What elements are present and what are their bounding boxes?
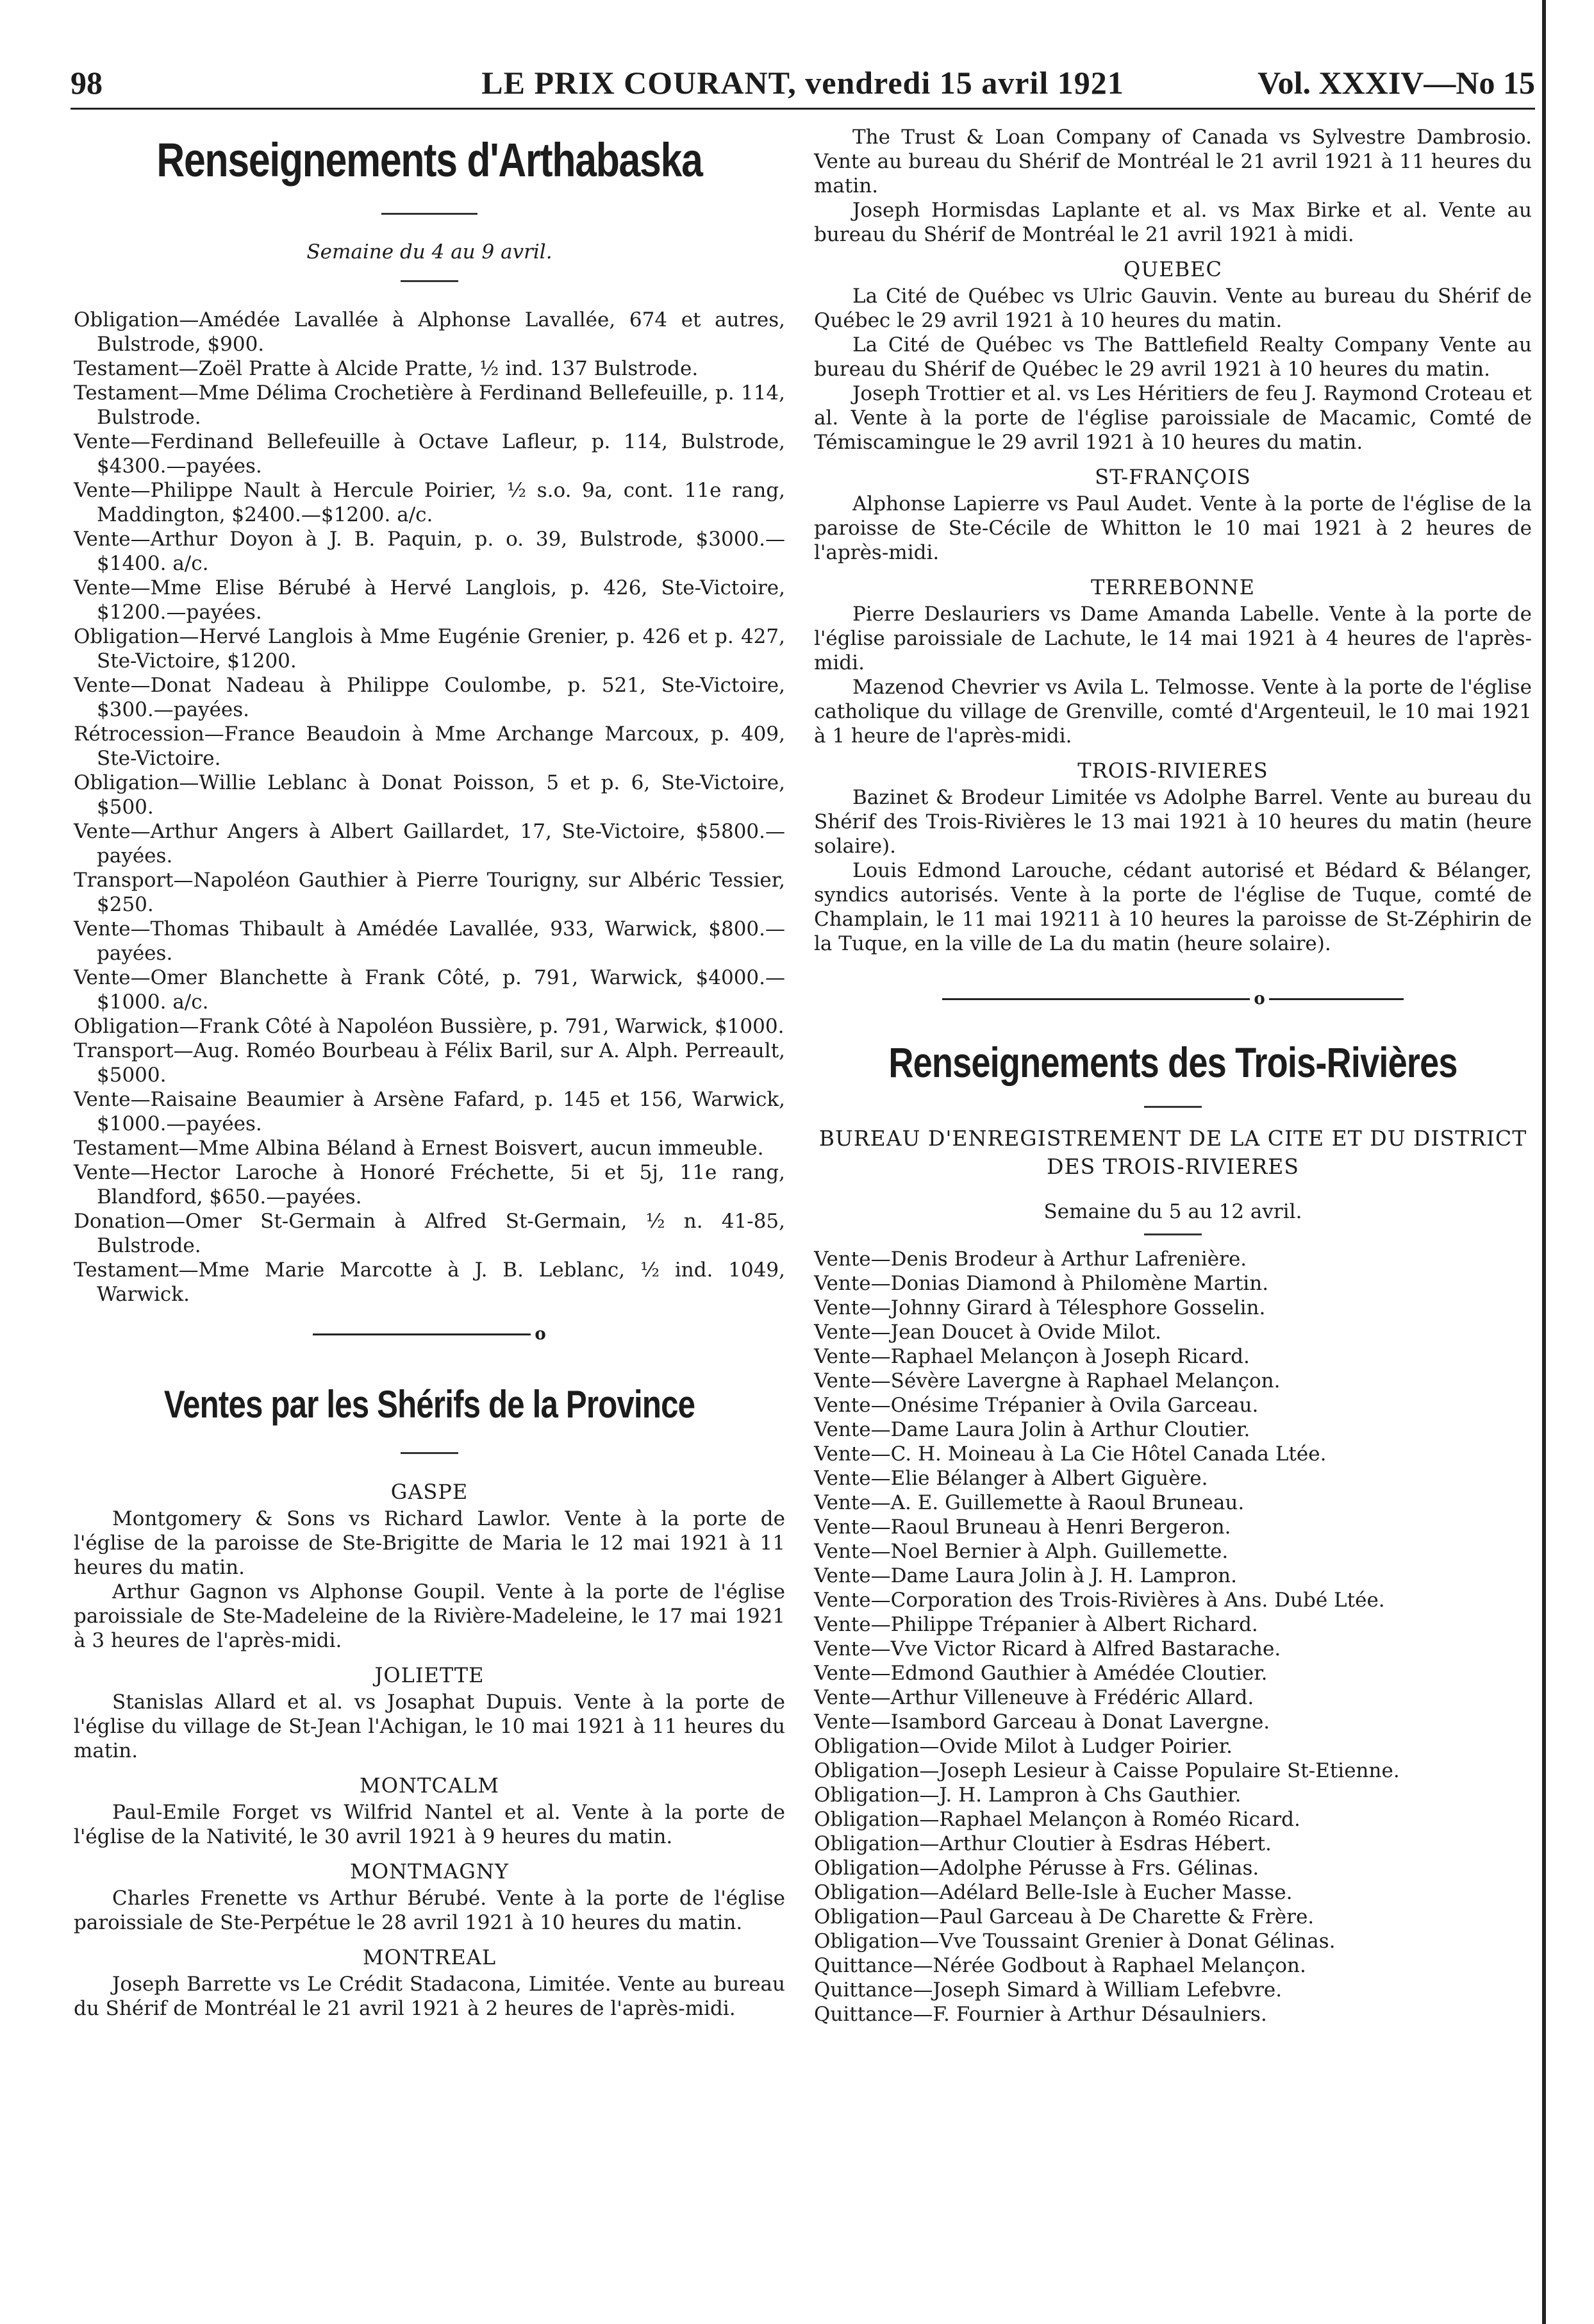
separator-ornament: o: [535, 1325, 546, 1344]
list-item: Vente—Raisaine Beaumier à Arsène Fafard, p. 145 et 156, Warwick, $1000.—payées.: [74, 1088, 785, 1135]
list-item: Donation—Omer St-Germain à Alfred St-Germain, ½ n. 41-85, Bulstrode.: [74, 1210, 785, 1257]
notice-paragraph: Paul-Emile Forget vs Wilfrid Nantel et al. Vente à la porte de l'église de la Nativité, le 30 avril 1921 à 9 heures du matin.: [74, 1801, 785, 1848]
list-item: Obligation—Ovide Milot à Ludger Poirier.: [814, 1735, 1233, 1758]
list-item: Obligation—Adolphe Pérusse à Frs. Gélinas.: [814, 1857, 1259, 1880]
separator-ornament: o: [1254, 989, 1265, 1008]
list-item: Obligation—Raphael Melançon à Roméo Ricard.: [814, 1808, 1300, 1831]
section-heading-trois-rivieres: TROIS-RIVIERES: [1077, 758, 1268, 783]
list-item: Vente—Dame Laura Jolin à Arthur Cloutier.: [814, 1418, 1250, 1441]
title-dash: [401, 1452, 458, 1454]
title-dash: [1144, 1106, 1202, 1108]
list-item: Testament—Zoël Pratte à Alcide Pratte, ½ ind. 137 Bulstrode.: [74, 357, 699, 380]
separator-line: [1269, 998, 1404, 1000]
list-item: Vente—Dame Laura Jolin à J. H. Lampron.: [814, 1564, 1237, 1587]
notice-paragraph: Pierre Deslauriers vs Dame Amanda Labelle. Vente à la porte de l'église paroissiale de Lachute, le 14 mai 1921 à 4 heures de l'après-midi.: [814, 603, 1532, 674]
notice-paragraph: Joseph Trottier et al. vs Les Héritiers de feu J. Raymond Croteau et al. Vente à la porte de l'église paroissiale de Macamic, Comté de Témiscamingue le 29 avril 1921 à 10 heures du matin.: [814, 382, 1532, 454]
list-item: Vente—Hector Laroche à Honoré Fréchette, 5i et 5j, 11e rang, Blandford, $650.—payées.: [74, 1161, 785, 1208]
notice-paragraph: La Cité de Québec vs The Battlefield Realty Company Vente au bureau du Shérif de Québec le 29 avril 1921 à 10 heures du matin.: [814, 333, 1532, 381]
section-heading-terrebonne: TERREBONNE: [1091, 575, 1255, 599]
trois-rivieres-subtitle: BUREAU D'ENREGISTREMENT DE LA CITE ET DU DISTRICT DES TROIS-RIVIERES: [818, 1126, 1527, 1179]
list-item: Vente—Ferdinand Bellefeuille à Octave Lafleur, p. 114, Bulstrode, $4300.—payées.: [74, 430, 785, 478]
notice-paragraph: Montgomery & Sons vs Richard Lawlor. Vente à la porte de l'église de la paroisse de Ste-Brigitte de Maria le 12 mai 1921 à 11 heures du matin.: [74, 1507, 785, 1579]
list-item: Vente—Thomas Thibault à Amédée Lavallée, 933, Warwick, $800.—payées.: [74, 917, 785, 965]
list-item: Obligation—Hervé Langlois à Mme Eugénie Grenier, p. 426 et p. 427, Ste-Victoire, $1200.: [74, 625, 785, 673]
list-item: Quittance—F. Fournier à Arthur Désaulniers.: [814, 2003, 1267, 2026]
section-heading-joliette: JOLIETTE: [374, 1663, 485, 1687]
list-item: Obligation—Arthur Cloutier à Esdras Hébert.: [814, 1832, 1272, 1855]
section-heading-st-francois: ST-FRANÇOIS: [1095, 465, 1251, 489]
list-item: Obligation—Frank Côté à Napoléon Bussière, p. 791, Warwick, $1000.: [74, 1015, 785, 1038]
notice-paragraph: The Trust & Loan Company of Canada vs Sylvestre Dambrosio. Vente au bureau du Shérif de Montréal le 21 avril 1921 à 11 heures du matin.: [814, 126, 1532, 197]
notice-paragraph: La Cité de Québec vs Ulric Gauvin. Vente au bureau du Shérif de Québec le 29 avril 1921 à 10 heures du matin.: [814, 285, 1532, 332]
header-rule: [71, 108, 1535, 110]
arthabaska-week: Semaine du 4 au 9 avril.: [306, 240, 552, 263]
list-item: Obligation—Vve Toussaint Grenier à Donat Gélinas.: [814, 1930, 1336, 1953]
section-heading-quebec: QUEBEC: [1124, 257, 1222, 281]
list-item: Vente—Arthur Villeneuve à Frédéric Allard.: [814, 1686, 1254, 1709]
notice-paragraph: Alphonse Lapierre vs Paul Audet. Vente à la porte de l'église de la paroisse de Ste-Cécile de Whitton le 10 mai 1921 à 2 heures de l'après-midi.: [814, 492, 1532, 564]
arthabaska-title: Renseignements d'Arthabaska: [156, 133, 702, 187]
list-item: Vente—Edmond Gauthier à Amédée Cloutier.: [814, 1662, 1268, 1685]
page-number: 98: [71, 65, 103, 101]
list-item: Vente—Elie Bélanger à Albert Giguère.: [814, 1467, 1208, 1490]
trois-rivieres-title: Renseignements des Trois-Rivières: [888, 1039, 1457, 1086]
left-column: [74, 119, 785, 2021]
list-item: Transport—Aug. Roméo Bourbeau à Félix Baril, sur A. Alph. Perreault, $5000.: [74, 1039, 785, 1087]
arthabaska-entries: [74, 308, 785, 1307]
list-item: Obligation—Joseph Lesieur à Caisse Populaire St-Etienne.: [814, 1759, 1400, 1782]
list-item: Quittance—Joseph Simard à William Lefebvre.: [814, 1978, 1283, 2002]
list-item: Vente—Sévère Lavergne à Raphael Melançon.: [814, 1369, 1281, 1392]
title-dash: [381, 213, 477, 215]
list-item: Vente—C. H. Moineau à La Cie Hôtel Canada Ltée.: [814, 1442, 1327, 1466]
notice-paragraph: Joseph Barrette vs Le Crédit Stadacona, Limitée. Vente au bureau du Shérif de Montréal le 21 avril 1921 à 2 heures de l'après-midi.: [74, 1973, 785, 2020]
list-item: Obligation—Willie Leblanc à Donat Poisson, 5 et p. 6, Ste-Victoire, $500.: [74, 771, 785, 819]
notice-paragraph: Louis Edmond Larouche, cédant autorisé et Bédard & Bélanger, syndics autorisés. Vente à la porte de l'église de Tuque, comté de Champlain, le 11 mai 19211 à 10 heures la paroisse de St-Zéphirin de la Tuque, en la ville de La du matin (heure solaire).: [814, 859, 1532, 955]
list-item: Vente—Donat Nadeau à Philippe Coulombe, p. 521, Ste-Victoire, $300.—payées.: [74, 674, 785, 721]
section-heading-gaspe: GASPE: [390, 1480, 469, 1504]
list-item: Transport—Napoléon Gauthier à Pierre Tourigny, sur Albéric Tessier, $250.: [74, 869, 785, 916]
week-dash: [1144, 1233, 1202, 1235]
list-item: Vente—Corporation des Trois-Rivières à Ans. Dubé Ltée.: [814, 1589, 1385, 1612]
notice-paragraph: Arthur Gagnon vs Alphonse Goupil. Vente à la porte de l'église paroissiale de Ste-Madeleine de la Rivière-Madeleine, le 17 mai 1921 à 3 heures de l'après-midi.: [74, 1580, 785, 1652]
list-item: Vente—Denis Brodeur à Arthur Lafrenière.: [814, 1248, 1247, 1271]
list-item: Obligation—Adélard Belle-Isle à Eucher Masse.: [814, 1881, 1293, 1904]
list-item: Obligation—Amédée Lavallée à Alphonse Lavallée, 674 et autres, Bulstrode, $900.: [74, 308, 785, 356]
list-item: Testament—Mme Albina Béland à Ernest Boisvert, aucun immeuble.: [74, 1137, 764, 1160]
list-item: Vente—Vve Victor Ricard à Alfred Bastarache.: [814, 1637, 1281, 1660]
notice-paragraph: Joseph Hormisdas Laplante et al. vs Max Birke et al. Vente au bureau du Shérif de Montréal le 21 avril 1921 à midi.: [814, 199, 1532, 246]
notice-paragraph: Charles Frenette vs Arthur Bérubé. Vente à la porte de l'église paroissiale de Ste-Perpétue le 28 avril 1921 à 10 heures du matin.: [74, 1887, 785, 1934]
list-item: Testament—Mme Délima Crochetière à Ferdinand Bellefeuille, p. 114, Bulstrode.: [74, 381, 785, 429]
trois-rivieres-week: Semaine du 5 au 12 avril.: [1043, 1200, 1302, 1223]
publication-line: LE PRIX COURANT, vendredi 15 avril 1921: [481, 65, 1124, 101]
list-item: Quittance—Nérée Godbout à Raphael Melançon.: [814, 1954, 1306, 1977]
section-heading-montcalm: MONTCALM: [360, 1773, 499, 1798]
list-item: Vente—Philippe Trépanier à Albert Richard.: [814, 1613, 1258, 1636]
list-item: Vente—Noel Bernier à Alph. Guillemette.: [814, 1540, 1229, 1563]
list-item: Vente—Onésime Trépanier à Ovila Garceau.: [814, 1394, 1259, 1417]
list-item: Vente—Philippe Nault à Hercule Poirier, ½ s.o. 9a, cont. 11e rang, Maddington, $2400.—$1200. a/c.: [74, 479, 785, 526]
week-dash: [401, 280, 458, 282]
notice-paragraph: Mazenod Chevrier vs Avila L. Telmosse. Vente à la porte de l'église catholique du village de Grenville, comté d'Argenteuil, le 10 mai 1921 à 1 heure de l'après-midi.: [814, 676, 1532, 748]
notice-paragraph: Stanislas Allard et al. vs Josaphat Dupuis. Vente à la porte de l'église du village de St-Jean l'Achigan, le 10 mai 1921 à 11 heures du matin.: [74, 1691, 785, 1762]
list-item: Vente—A. E. Guillemette à Raoul Bruneau.: [814, 1491, 1245, 1514]
sherifs-title: Ventes par les Shérifs de la Province: [163, 1383, 695, 1426]
list-item: Vente—Raphael Melançon à Joseph Ricard.: [814, 1345, 1250, 1368]
list-item: Vente—Omer Blanchette à Frank Côté, p. 791, Warwick, $4000.—$1000. a/c.: [74, 966, 785, 1014]
trois-rivieres-entries: [814, 1247, 1532, 2027]
page-header: [71, 64, 1535, 109]
section-heading-montreal: MONTREAL: [362, 1945, 497, 1969]
right-column: [814, 125, 1532, 2027]
list-item: Rétrocession—France Beaudoin à Mme Archange Marcoux, p. 409, Ste-Victoire.: [74, 723, 785, 770]
list-item: Obligation—J. H. Lampron à Chs Gauthier.: [814, 1784, 1241, 1807]
list-item: Vente—Arthur Angers à Albert Gaillardet, 17, Ste-Victoire, $5800.—payées.: [74, 820, 785, 867]
list-item: Vente—Johnny Girard à Télesphore Gosselin.: [814, 1296, 1266, 1319]
volume-number: Vol. XXXIV—No 15: [1258, 65, 1535, 101]
list-item: Vente—Isambord Garceau à Donat Lavergne.: [814, 1710, 1270, 1734]
list-item: Testament—Mme Marie Marcotte à J. B. Leblanc, ½ ind. 1049, Warwick.: [74, 1258, 785, 1306]
separator-line: [942, 998, 1250, 1000]
notice-paragraph: Bazinet & Brodeur Limitée vs Adolphe Barrel. Vente au bureau du Shérif des Trois-Rivières le 13 mai 1921 à 10 heures du matin (heure solaire).: [814, 786, 1532, 858]
page-edge-rule: [1542, 0, 1546, 2324]
list-item: Vente—Arthur Doyon à J. B. Paquin, p. o. 39, Bulstrode, $3000.—$1400. a/c.: [74, 528, 785, 575]
section-separator: [814, 989, 1532, 1008]
list-item: Obligation—Paul Garceau à De Charette & Frère.: [814, 1905, 1315, 1928]
section-separator: [74, 1325, 785, 1344]
separator-line: [313, 1333, 531, 1335]
section-heading-montmagny: MONTMAGNY: [350, 1859, 509, 1884]
list-item: Vente—Jean Doucet à Ovide Milot.: [814, 1321, 1162, 1344]
list-item: Vente—Donias Diamond à Philomène Martin.: [814, 1272, 1269, 1295]
list-item: Vente—Raoul Bruneau à Henri Bergeron.: [814, 1516, 1231, 1539]
list-item: Vente—Mme Elise Bérubé à Hervé Langlois, p. 426, Ste-Victoire, $1200.—payées.: [74, 576, 785, 624]
